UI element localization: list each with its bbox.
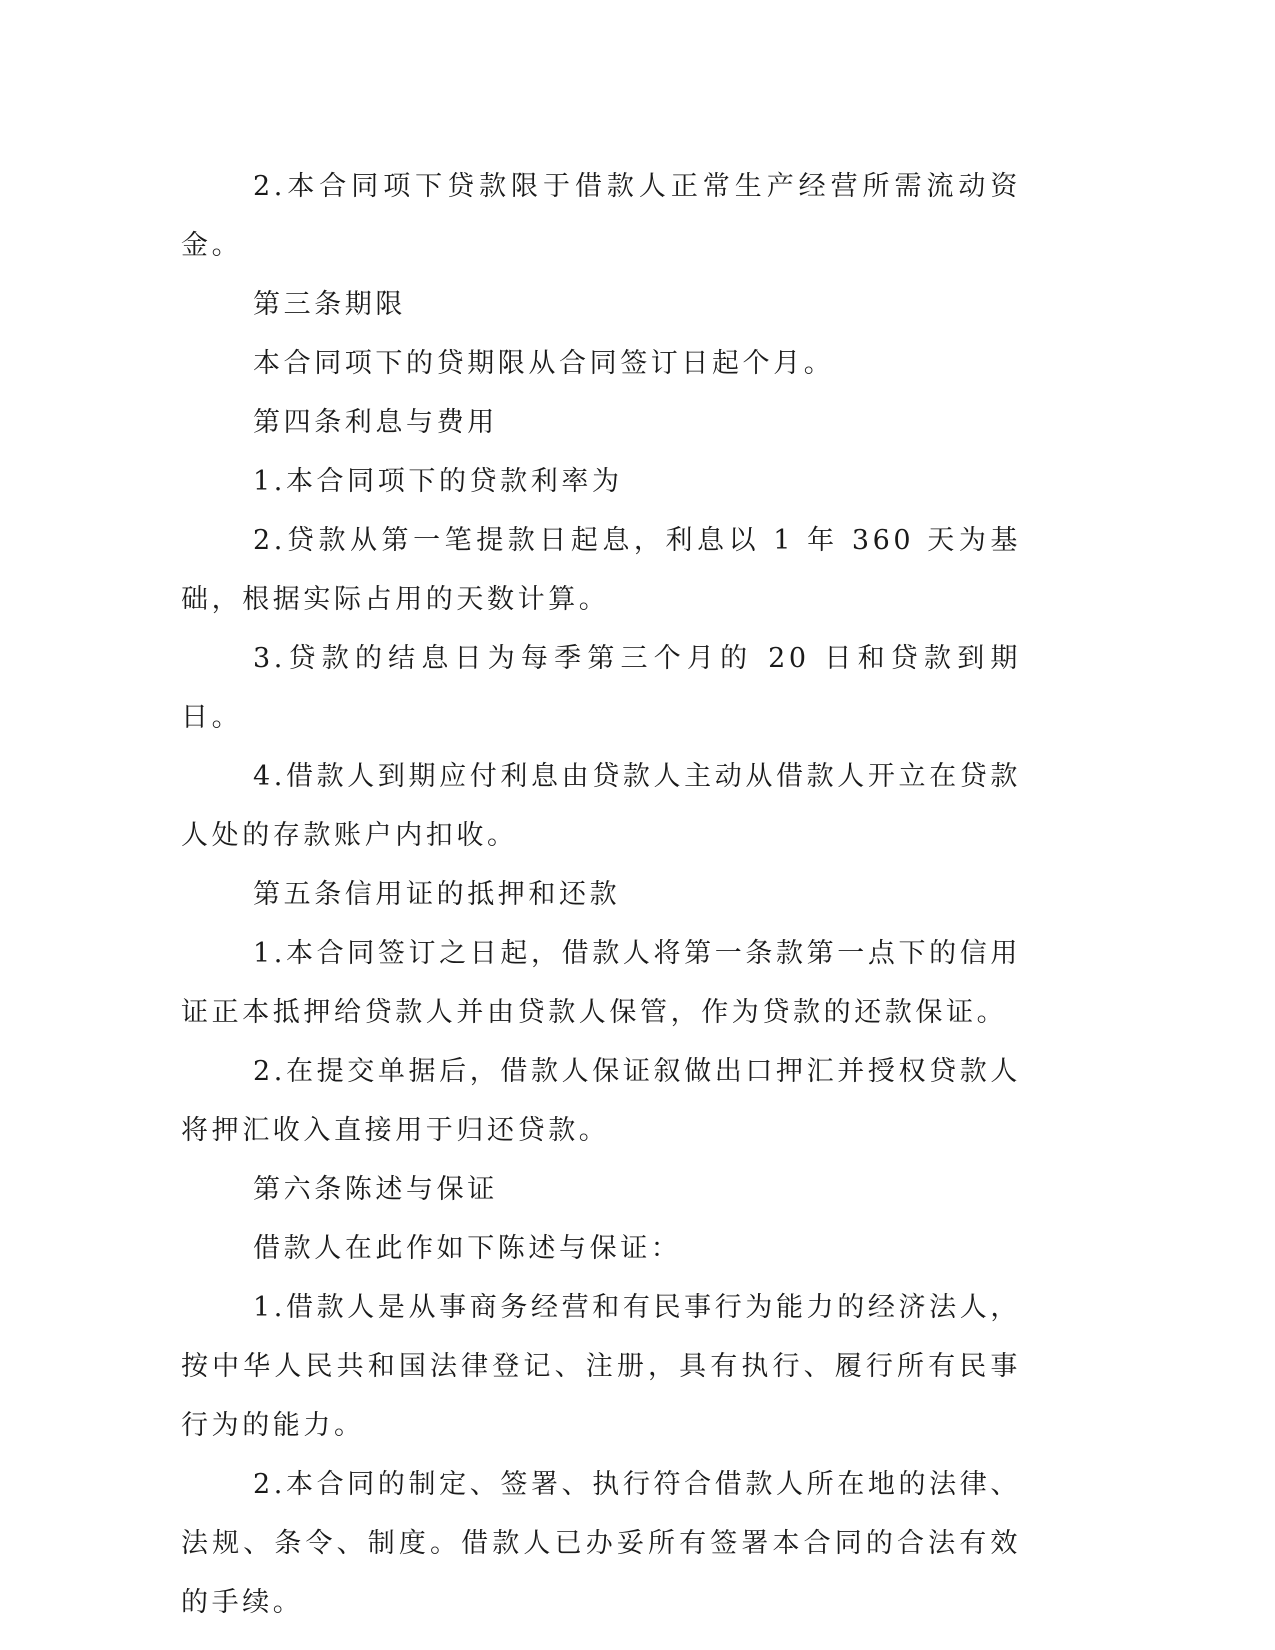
article-5-item-1: 1.本合同签订之日起，借款人将第一条款第一点下的信用证正本抵押给贷款人并由贷款人保管，作为贷款的还款保证。 — [181, 938, 1021, 1028]
article-4-item-3: 3.贷款的结息日为每季第三个月的 20 日和贷款到期日。 — [181, 643, 1021, 733]
article-4-item-1: 1.本合同项下的贷款利率为 — [253, 466, 623, 497]
article-6-item-1: 1.借款人是从事商务经营和有民事行为能力的经济法人，按中华人民共和国法律登记、注册，具有执行、履行所有民事行为的能力。 — [181, 1292, 1021, 1441]
article-4-item-4: 4.借款人到期应付利息由贷款人主动从借款人开立在贷款人处的存款账户内扣收。 — [181, 761, 1021, 851]
clause-2-item-2: 2.本合同项下贷款限于借款人正常生产经营所需流动资金。 — [181, 171, 1021, 261]
article-6-item-2: 2.本合同的制定、签署、执行符合借款人所在地的法律、法规、条令、制度。借款人已办妥所有签署本合同的合法有效的手续。 — [181, 1469, 1021, 1618]
article-5-heading: 第五条信用证的抵押和还款 — [253, 879, 621, 910]
article-3-text: 本合同项下的贷期限从合同签订日起个月。 — [253, 348, 835, 379]
article-4-heading: 第四条利息与费用 — [253, 407, 498, 438]
article-4-item-2: 2.贷款从第一笔提款日起息，利息以 1 年 360 天为基础，根据实际占用的天数计算。 — [181, 525, 1021, 615]
article-6-heading: 第六条陈述与保证 — [253, 1174, 498, 1205]
article-5-item-2: 2.在提交单据后，借款人保证叙做出口押汇并授权贷款人将押汇收入直接用于归还贷款。 — [181, 1056, 1021, 1146]
article-3-heading: 第三条期限 — [253, 289, 406, 320]
article-6-intro: 借款人在此作如下陈述与保证： — [253, 1233, 682, 1264]
document-body — [181, 157, 1021, 1632]
